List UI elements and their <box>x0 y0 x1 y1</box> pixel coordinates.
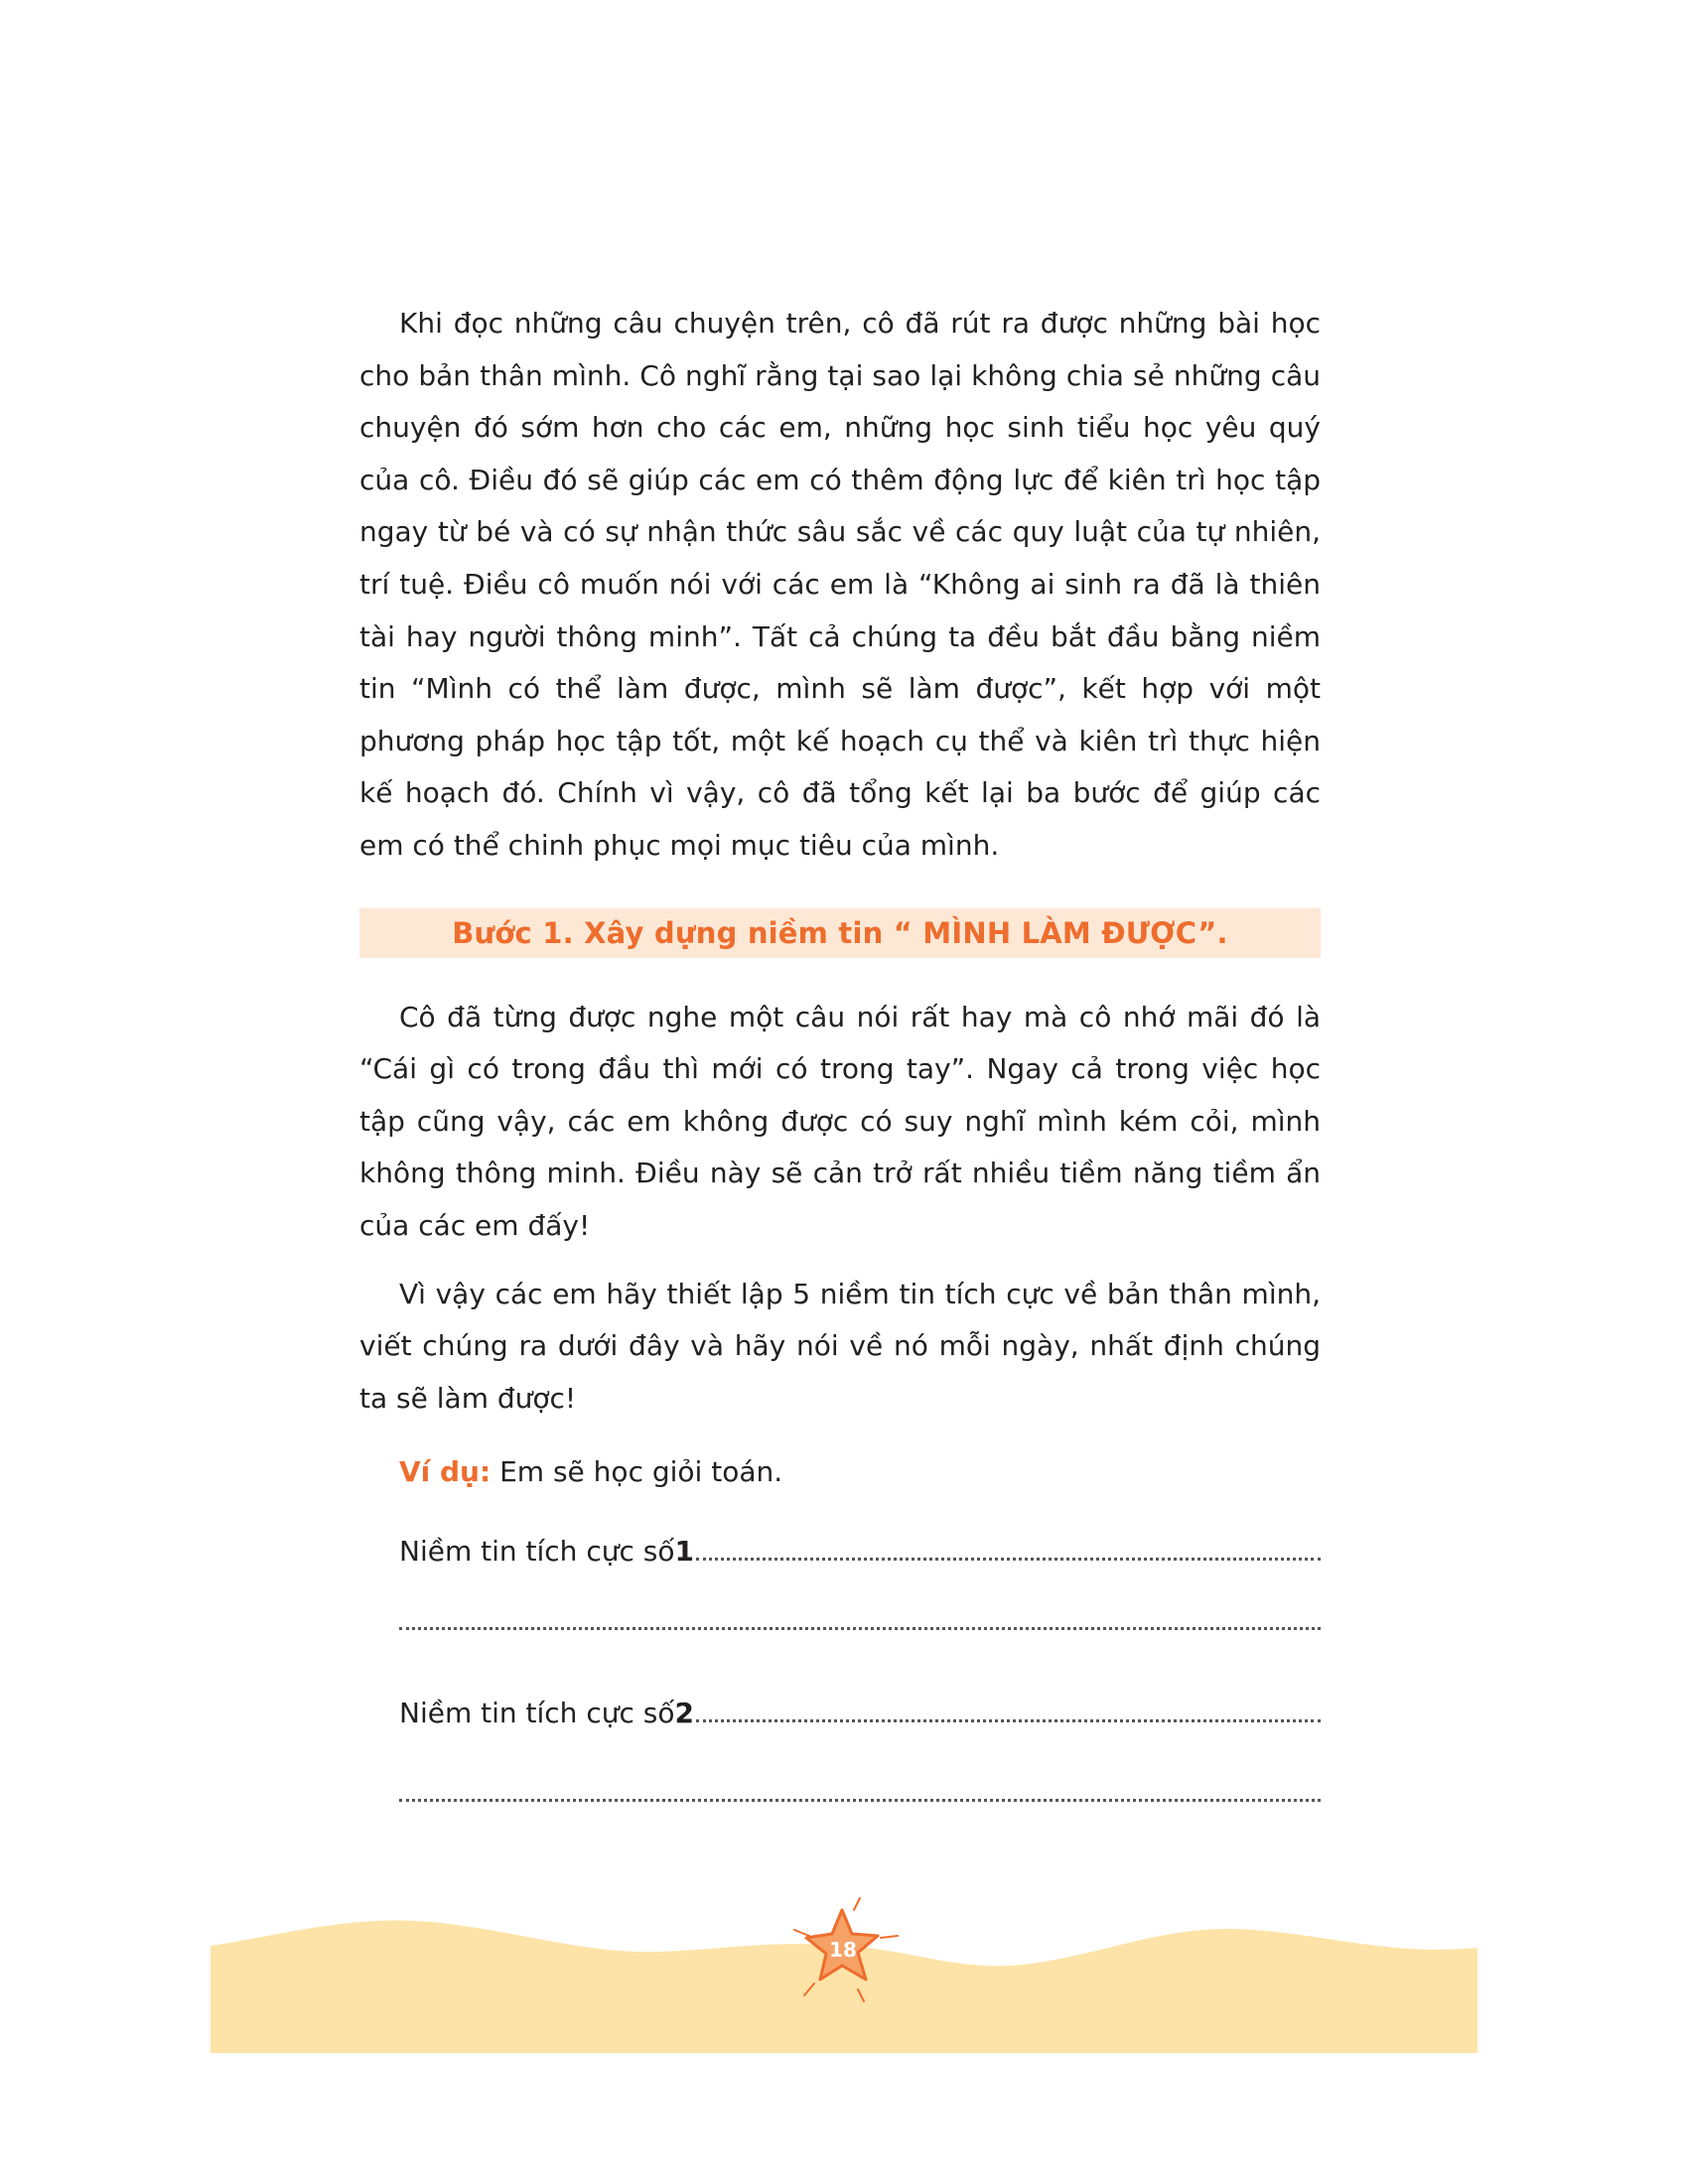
example-text: Em sẽ học giỏi toán. <box>491 1455 783 1489</box>
belief-answer-line[interactable] <box>696 1557 1321 1561</box>
example-line <box>359 1446 1321 1498</box>
star-badge-icon <box>784 1896 904 2005</box>
belief-label: Niềm tin tích cực số <box>399 1535 675 1569</box>
belief-number: 1 <box>674 1535 694 1569</box>
step-heading: Bước 1. Xây dựng niềm tin “ MÌNH LÀM ĐƯỢC”. <box>452 915 1228 950</box>
step-heading-bar <box>359 908 1321 958</box>
belief-answer-line-continued[interactable] <box>399 1627 1321 1630</box>
page-number-badge <box>784 1896 904 2005</box>
step-paragraph-1: Cô đã từng được nghe một câu nói rất hay mà cô nhớ mãi đó là “Cái gì có trong đầu thì mới có trong tay”. Ngay cả trong việc học tập cũng vậy, các em không được có suy nghĩ mình kém cỏi, mình không thông minh. Điều này sẽ cản trở rất nhiều tiềm năng tiềm ẩn của các em đấy! <box>359 1000 1321 1242</box>
intro-paragraph: Khi đọc những câu chuyện trên, cô đã rút ra được những bài học cho bản thân mình. Cô nghĩ rằng tại sao lại không chia sẻ những câu chuyện đó sớm hơn cho các em, những học sinh tiểu học yêu quý của cô. Điều đó sẽ giúp các em có thêm động lực để kiên trì học tập ngay từ bé và có sự nhận thức sâu sắc về các quy luật của tự nhiên, trí tuệ. Điều cô muốn nói với các em là “Không ai sinh ra đã là thiên tài hay người thông minh”. Tất cả chúng ta đều bắt đầu bằng niềm tin “Mình có thể làm được, mình sẽ làm được”, kết hợp với một phương pháp học tập tốt, một kế hoạch cụ thể và kiên trì thực hiện kế hoạch đó. Chính vì vậy, cô đã tổng kết lại ba bước để giúp các em có thể chinh phục mọi mục tiêu của mình. <box>359 307 1321 862</box>
belief-answer-line[interactable] <box>696 1718 1321 1722</box>
belief-row-1 <box>359 1524 1321 1568</box>
belief-number: 2 <box>674 1697 694 1730</box>
page-number: 18 <box>829 1938 857 1962</box>
belief-row-2 <box>359 1686 1321 1729</box>
belief-answer-line-continued[interactable] <box>399 1799 1321 1802</box>
belief-label: Niềm tin tích cực số <box>399 1697 675 1730</box>
step-paragraph-2: Vì vậy các em hãy thiết lập 5 niềm tin tích cực về bản thân mình, viết chúng ra dưới đây và hãy nói về nó mỗi ngày, nhất định chúng ta sẽ làm được! <box>359 1277 1321 1415</box>
example-label: Ví dụ: <box>399 1455 492 1489</box>
page-content <box>359 298 1321 1802</box>
